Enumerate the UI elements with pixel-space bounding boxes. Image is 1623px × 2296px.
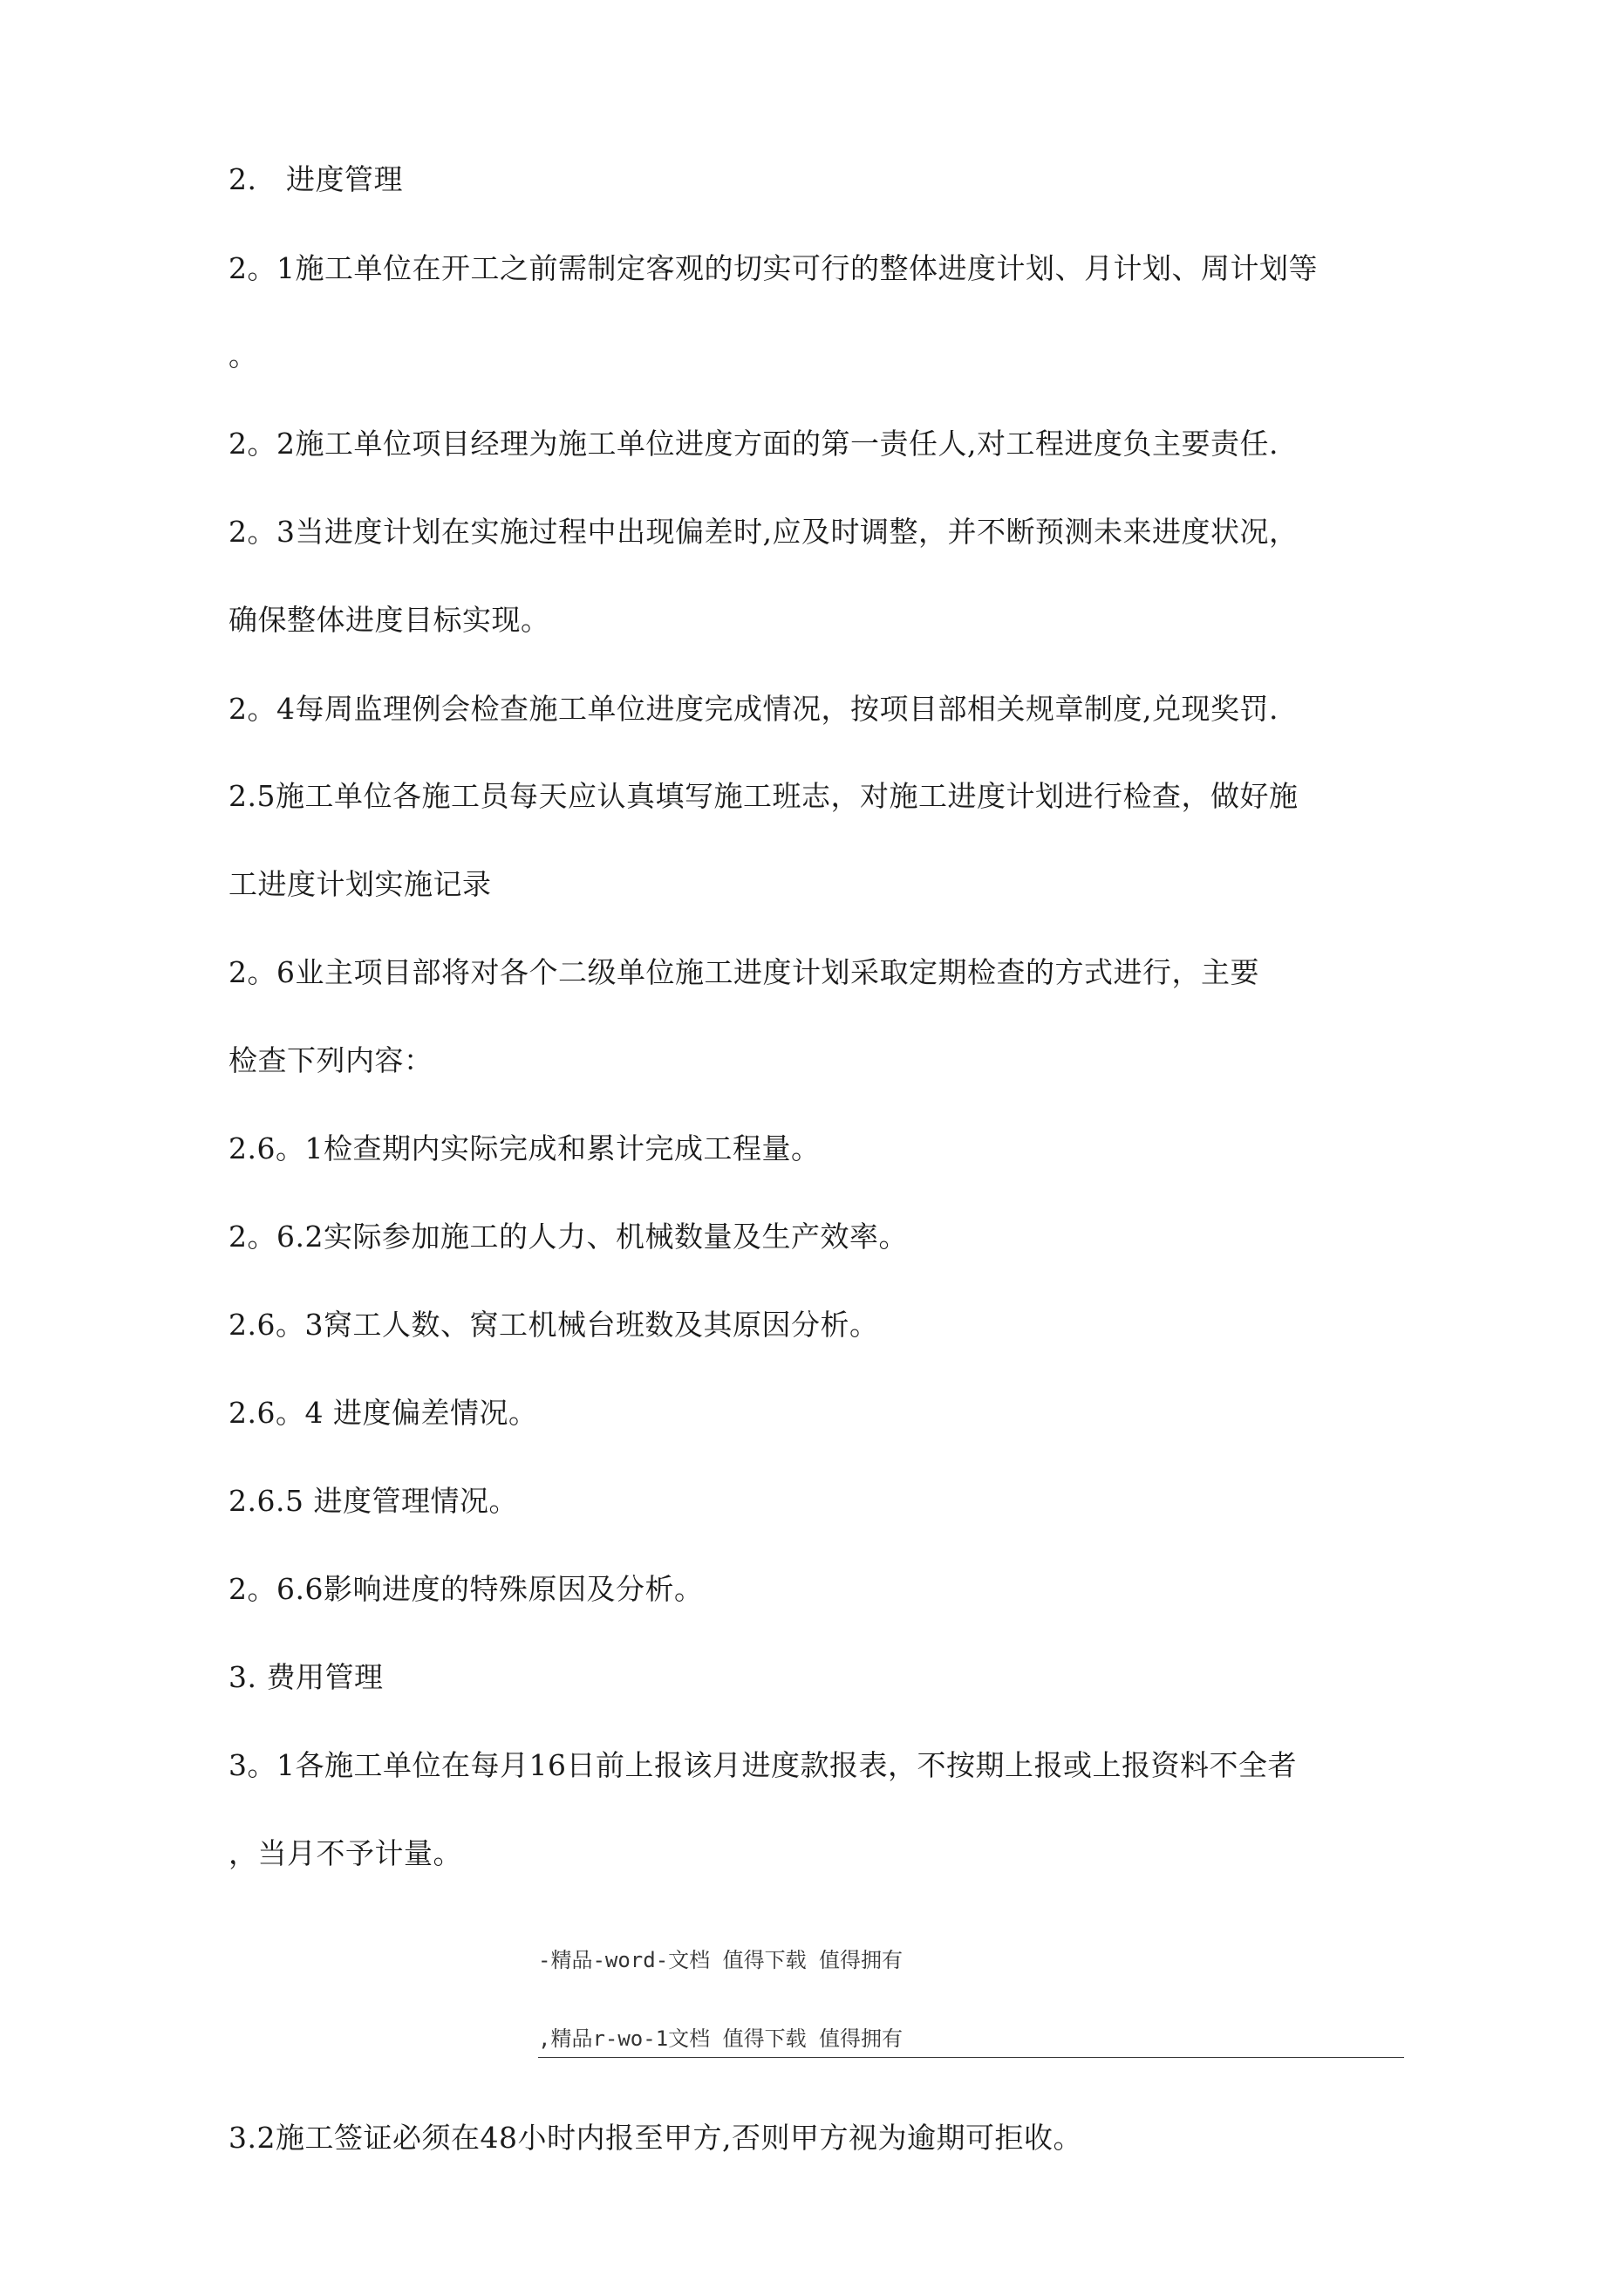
- section-heading-progress: 2. 进度管理: [228, 162, 403, 196]
- list-item: 2.6.5 进度管理情况。: [228, 1484, 518, 1518]
- list-item: 2。6.2实际参加施工的人力、机械数量及生产效率。: [228, 1220, 908, 1254]
- paragraph-line: 工进度计划实施记录: [228, 867, 492, 901]
- list-item: 2.6。1检查期内实际完成和累计完成工程量。: [228, 1131, 821, 1165]
- paragraph-line: ，当月不予计量。: [228, 1836, 462, 1870]
- list-item: 2.6。3窝工人数、窝工机械台班数及其原因分析。: [228, 1308, 879, 1342]
- paragraph-line: 2.5施工单位各施工员每天应认真填写施工班志，对施工进度计划进行检查，做好施: [228, 779, 1299, 813]
- footer-rule: [538, 2057, 1404, 2058]
- paragraph-line: 2。2施工单位项目经理为施工单位进度方面的第一责任人,对工程进度负主要责任.: [228, 427, 1279, 461]
- paragraph-line: 2。4每周监理例会检查施工单位进度完成情况，按项目部相关规章制度,兑现奖罚.: [228, 692, 1279, 726]
- paragraph-line: 。: [228, 338, 258, 372]
- section-heading-cost: 3. 费用管理: [228, 1660, 384, 1694]
- paragraph-line: 2。3当进度计划在实施过程中出现偏差时,应及时调整，并不断预测未来进度状况，: [228, 515, 1299, 549]
- paragraph-line: 确保整体进度目标实现。: [228, 603, 550, 637]
- paragraph-line: 检查下列内容：: [228, 1043, 433, 1077]
- paragraph-line: 3.2施工签证必须在48小时内报至甲方,否则甲方视为逾期可拒收。: [228, 2121, 1082, 2155]
- paragraph-line: 2。1施工单位在开工之前需制定客观的切实可行的整体进度计划、月计划、周计划等: [228, 251, 1318, 285]
- footer-watermark-text: ,精品r-wo-1文档 值得下载 值得拥有: [538, 2026, 904, 2051]
- paragraph-line: 3。1各施工单位在每月16日前上报该月进度款报表，不按期上报或上报资料不全者: [228, 1748, 1297, 1782]
- list-item: 2。6.6影响进度的特殊原因及分析。: [228, 1572, 704, 1606]
- list-item: 2.6。4 进度偏差情况。: [228, 1396, 538, 1430]
- footer-watermark-text: -精品-word-文档 值得下载 值得拥有: [538, 1948, 904, 1972]
- paragraph-line: 2。6业主项目部将对各个二级单位施工进度计划采取定期检查的方式进行，主要: [228, 955, 1259, 989]
